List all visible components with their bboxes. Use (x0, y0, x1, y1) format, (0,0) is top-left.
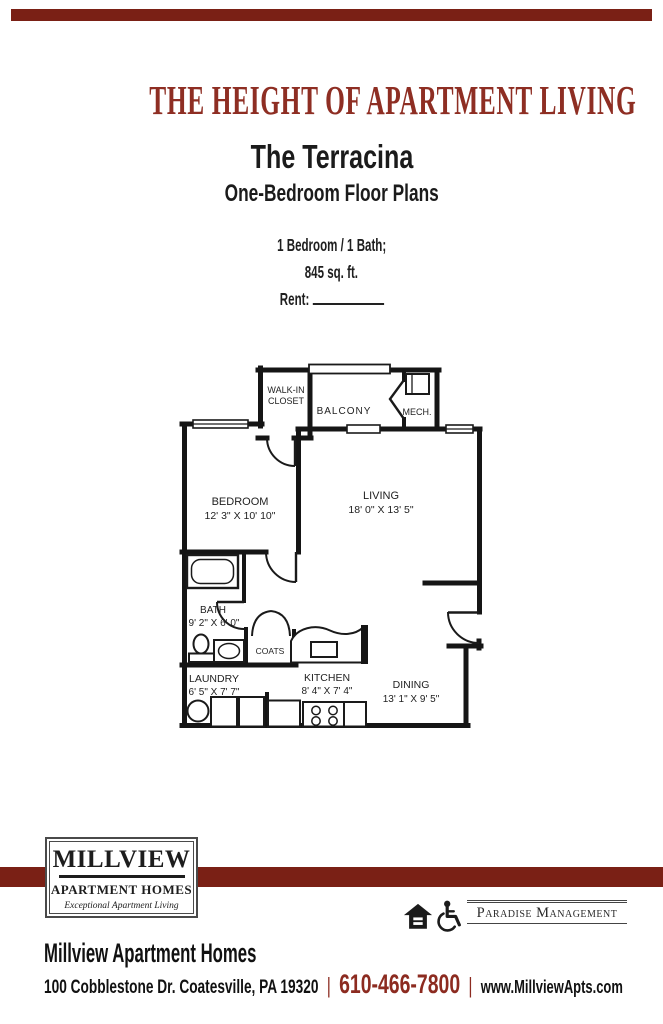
mech-label: MECH. (402, 407, 432, 417)
footer-separator-2: | (468, 973, 473, 998)
millview-logo-inner (49, 841, 194, 914)
spec-line-sqft: 845 sq. ft. (304, 262, 359, 282)
rent-blank-line (312, 290, 383, 305)
logo-name: MILLVIEW (52, 846, 191, 873)
bath-label: BATH (200, 605, 226, 616)
logo-divider (59, 875, 185, 878)
washer (211, 697, 237, 727)
svg-text:9' 2" X 6' 0": 9' 2" X 6' 0" (188, 618, 240, 629)
svg-text:8' 4" X 7' 4": 8' 4" X 7' 4" (301, 686, 353, 697)
wheelchair-accessible-icon (436, 899, 464, 932)
rent-label: Rent: (279, 289, 309, 309)
stove (303, 702, 344, 727)
water-heater (406, 374, 429, 394)
equal-housing-icon (403, 902, 433, 931)
kitchen-counter-right (344, 702, 366, 727)
footer-phone: 610-466-7800 (339, 969, 461, 999)
svg-text:18' 0" X 13' 5": 18' 0" X 13' 5" (348, 504, 414, 516)
millview-logo (45, 837, 198, 918)
plan-subtitle: One-Bedroom Floor Plans (224, 180, 439, 207)
footer-separator-1: | (326, 973, 331, 998)
spec-line-bed-bath: 1 Bedroom / 1 Bath; (276, 235, 387, 255)
top-accent-bar (11, 9, 652, 21)
kitchen-counter-left (268, 701, 300, 727)
plan-name: The Terracina (250, 138, 413, 175)
spec-block (0, 232, 663, 313)
spec-line-rent (0, 286, 663, 313)
footer-address: 100 Cobblestone Dr. Coatesville, PA 19320 (44, 977, 319, 998)
coats-label: COATS (255, 646, 285, 656)
kitchen-sink (311, 642, 337, 657)
svg-text:CLOSET: CLOSET (267, 396, 305, 406)
headline-text: THE HEIGHT OF APARTMENT LIVING (149, 77, 637, 123)
dryer (239, 697, 264, 727)
balcony-door-threshold (347, 425, 380, 433)
walk-in-closet-label: WALK-IN (267, 385, 305, 395)
footer-website: www.MillviewApts.com (480, 977, 623, 997)
footer-contact-row (44, 969, 663, 1000)
footer-company: Millview Apartment Homes (44, 938, 257, 968)
headline (0, 76, 663, 124)
bedroom-label: BEDROOM (211, 496, 269, 508)
laundry-tub (188, 701, 209, 722)
logo-subtitle: APARTMENT HOMES (50, 882, 193, 898)
management-brand: Paradise Management (467, 900, 627, 924)
balcony-railing (309, 365, 390, 374)
balcony-label: BALCONY (316, 406, 372, 417)
windows (193, 365, 473, 434)
dining-label: DINING (392, 679, 430, 691)
living-label: LIVING (362, 490, 400, 502)
svg-text:6' 5" X 7' 7": 6' 5" X 7' 7" (188, 687, 240, 698)
floor-plan (176, 358, 492, 736)
kitchen-label: KITCHEN (303, 672, 351, 684)
logo-tagline: Exceptional Apartment Living (64, 901, 179, 912)
laundry-label: LAUNDRY (189, 673, 239, 685)
svg-text:13' 1" X 9' 5": 13' 1" X 9' 5" (382, 694, 440, 705)
svg-text:12' 3" X 10' 10": 12' 3" X 10' 10" (204, 510, 276, 522)
toilet (194, 635, 209, 654)
